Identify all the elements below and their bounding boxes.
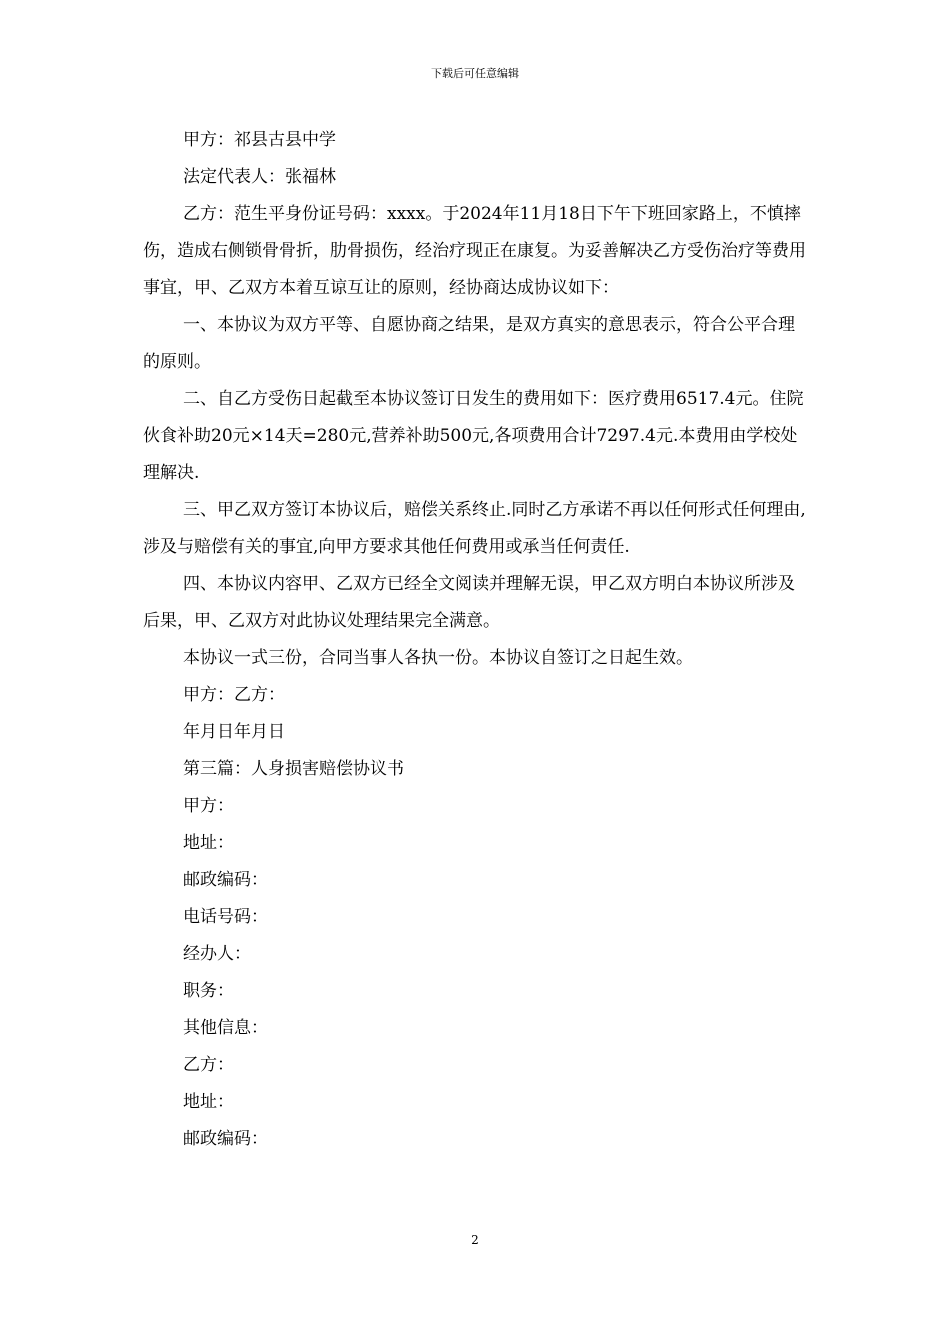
signature-parties-line: 甲方：乙方：: [183, 685, 285, 705]
field-position-a: 职务：: [183, 981, 234, 1001]
field-postcode-b: 邮政编码：: [183, 1129, 268, 1149]
document-body: [143, 122, 811, 1158]
party-b-intro-paragraph: 乙方：范生平身份证号码：xxxx。于2024年11月18日下午下班回家路上，不慎摔伤，造成右侧锁骨骨折，肋骨损伤，经治疗现正在康复。为妥善解决乙方受伤治疗等费用事宜，甲、乙双方本着互谅互让的原则，经协商达成协议如下：: [143, 204, 806, 298]
party-a-line: 甲方：祁县古县中学: [183, 130, 336, 150]
page-number: 2: [471, 1233, 479, 1247]
agreement-text: [143, 122, 811, 788]
field-handler-a: 经办人：: [183, 944, 251, 964]
clause-4: 四、本协议内容甲、乙双方已经全文阅读并理解无误，甲乙双方明白本协议所涉及后果，甲、乙双方对此协议处理结果完全满意。: [143, 574, 795, 631]
field-party-b: 乙方：: [183, 1055, 234, 1075]
party-info-fields: [143, 788, 811, 1158]
field-address-b: 地址：: [183, 1092, 234, 1112]
field-party-a: 甲方：: [183, 796, 234, 816]
field-phone-a: 电话号码：: [183, 907, 268, 927]
field-address-a: 地址：: [183, 833, 234, 853]
clause-3: 三、甲乙双方签订本协议后，赔偿关系终止.同时乙方承诺不再以任何形式任何理由,涉及与赔偿有关的事宜,向甲方要求其他任何费用或承当任何责任.: [143, 500, 806, 557]
section-title: 第三篇：人身损害赔偿协议书: [183, 759, 404, 779]
clause-2: 二、自乙方受伤日起截至本协议签订日发生的费用如下：医疗费用6517.4元。住院伙食补助20元×14天=280元,营养补助500元,各项费用合计7297.4元.本费用由学校处理解决.: [143, 389, 804, 483]
copies-clause: 本协议一式三份，合同当事人各执一份。本协议自签订之日起生效。: [183, 648, 693, 668]
legal-representative-line: 法定代表人：张福林: [183, 167, 336, 187]
field-other-info-a: 其他信息：: [183, 1018, 268, 1038]
page-header-note: 下载后可任意编辑: [431, 67, 519, 80]
signature-date-line: 年月日年月日: [183, 722, 285, 742]
field-postcode-a: 邮政编码：: [183, 870, 268, 890]
clause-1: 一、本协议为双方平等、自愿协商之结果，是双方真实的意思表示，符合公平合理的原则。: [143, 315, 795, 372]
